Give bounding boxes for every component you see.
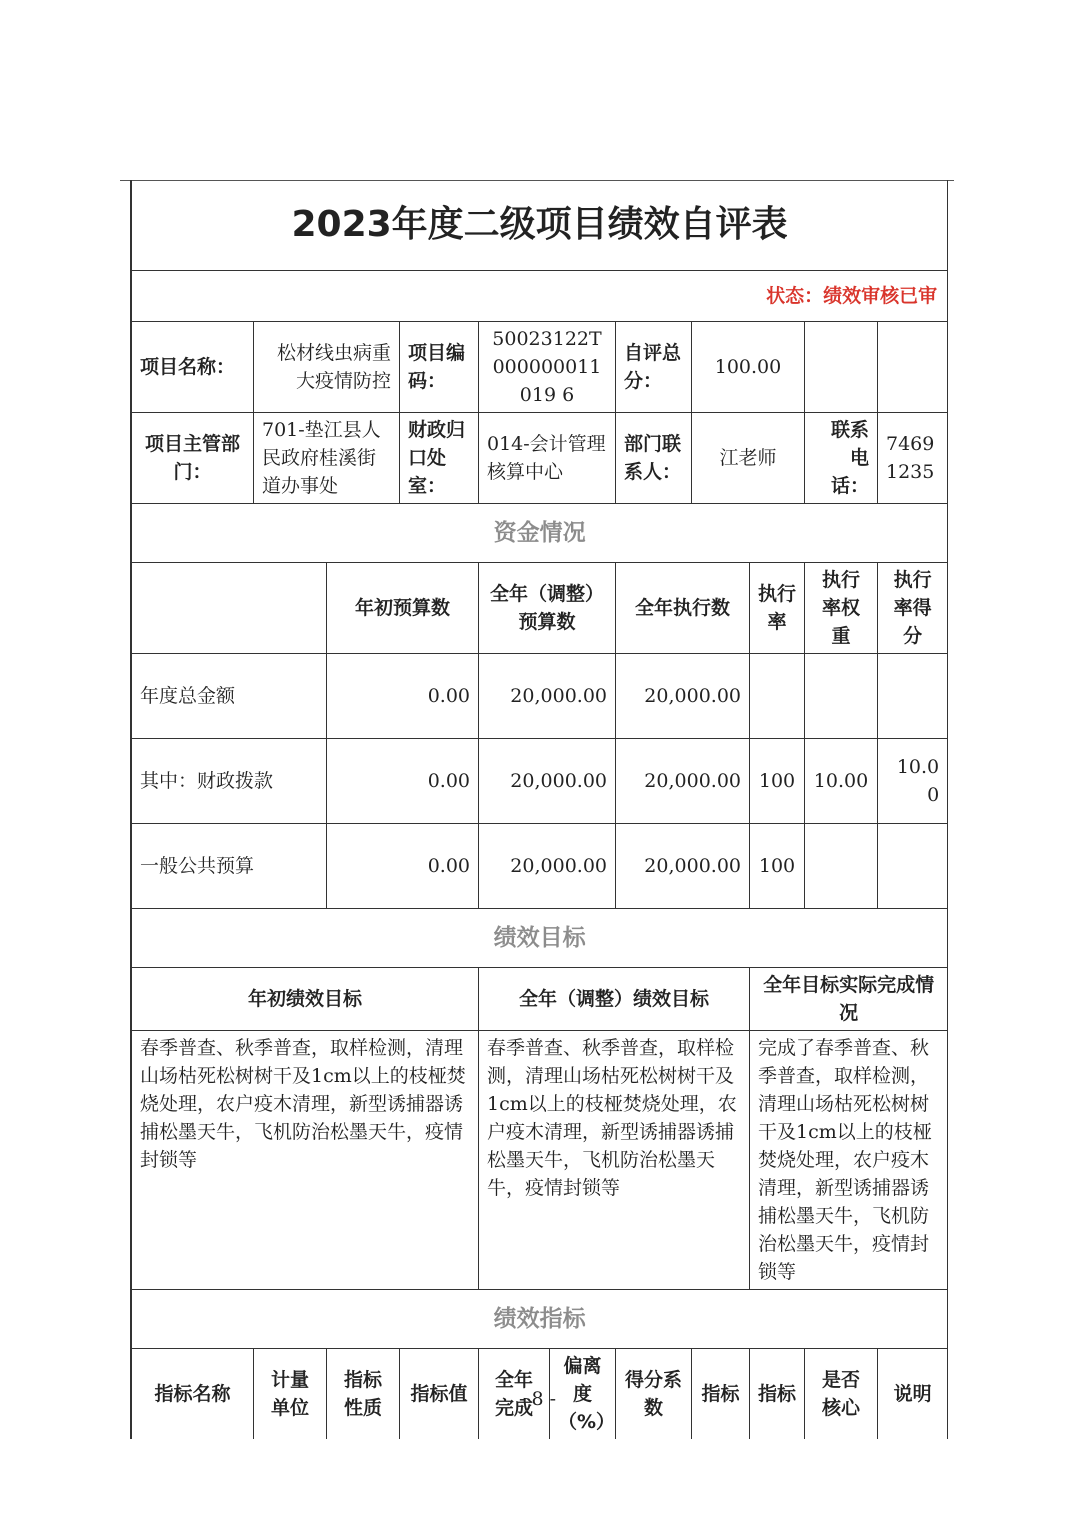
funds-row-weight: 10.00 — [805, 739, 878, 824]
funds-header-initial: 年初预算数 — [327, 563, 479, 654]
goals-initial-text: 春季普查、秋季普查，取样检测，清理山场枯死松树树干及1cm以上的枝桠焚烧处理，农户疫木清理，新型诱捕器诱捕松墨天牛，飞机防治松墨天牛，疫情封锁等 — [132, 1031, 479, 1290]
page-title: 2023年度二级项目绩效自评表 — [132, 180, 948, 271]
goals-adjusted-text: 春季普查、秋季普查，取样检测，清理山场枯死松树树干及1cm以上的枝桠焚烧处理，农户疫木清理，新型诱捕器诱捕松墨天牛，飞机防治松墨天牛，疫情封锁等 — [479, 1031, 750, 1290]
finance-office-value: 014-会计管理核算中心 — [479, 413, 616, 504]
phone-value: 74691235 — [878, 413, 948, 504]
indicator-header-col8: 指标 — [692, 1349, 750, 1440]
indicator-header-completed: 全年完成 — [479, 1349, 550, 1440]
funds-row-adjusted: 20,000.00 — [479, 824, 616, 909]
phone-label: 联系电话： — [805, 413, 878, 504]
funds-row-rate — [750, 654, 805, 739]
evaluation-form — [130, 180, 948, 1439]
empty-cell — [878, 322, 948, 413]
funds-row-executed: 20,000.00 — [616, 739, 750, 824]
funds-row-executed: 20,000.00 — [616, 654, 750, 739]
goals-section-title: 绩效目标 — [132, 909, 948, 968]
funds-row-rate: 100 — [750, 824, 805, 909]
indicator-header-core: 是否核心 — [805, 1349, 878, 1440]
funds-row-score: 10.00 — [878, 739, 948, 824]
indicator-header-name: 指标名称 — [132, 1349, 254, 1440]
goals-header-actual: 全年目标实际完成情况 — [750, 968, 948, 1031]
funds-header-blank — [132, 563, 327, 654]
funds-row-adjusted: 20,000.00 — [479, 739, 616, 824]
funds-row-label: 其中：财政拨款 — [132, 739, 327, 824]
self-score-value: 100.00 — [692, 322, 805, 413]
contact-value: 江老师 — [692, 413, 805, 504]
funds-section-title: 资金情况 — [132, 504, 948, 563]
funds-row-weight — [805, 654, 878, 739]
indicators-section-title: 绩效指标 — [132, 1290, 948, 1349]
indicator-header-unit: 计量单位 — [254, 1349, 327, 1440]
page-number: - 8 - — [518, 1388, 556, 1410]
indicator-header-nature: 指标性质 — [327, 1349, 400, 1440]
funds-row-initial: 0.00 — [327, 739, 479, 824]
funds-row-initial: 0.00 — [327, 654, 479, 739]
funds-row-initial: 0.00 — [327, 824, 479, 909]
indicator-header-value: 指标值 — [400, 1349, 479, 1440]
funds-row-executed: 20,000.00 — [616, 824, 750, 909]
indicator-header-deviation: 偏离度（%） — [550, 1349, 616, 1440]
indicator-header-note: 说明 — [878, 1349, 948, 1440]
funds-header-weight: 执行率权重 — [805, 563, 878, 654]
funds-row-label: 一般公共预算 — [132, 824, 327, 909]
status-badge: 状态：绩效审核已审 — [132, 271, 948, 322]
funds-row-label: 年度总金额 — [132, 654, 327, 739]
funds-row-rate: 100 — [750, 739, 805, 824]
funds-row-score — [878, 824, 948, 909]
project-code-label: 项目编码： — [400, 322, 479, 413]
funds-row-score — [878, 654, 948, 739]
indicator-header-coefficient: 得分系数 — [616, 1349, 692, 1440]
funds-row — [132, 654, 948, 739]
goals-header-initial: 年初绩效目标 — [132, 968, 479, 1031]
goals-header-adjusted: 全年（调整）绩效目标 — [479, 968, 750, 1031]
funds-header-adjusted: 全年（调整）预算数 — [479, 563, 616, 654]
empty-cell — [805, 322, 878, 413]
dept-label: 项目主管部门： — [132, 413, 254, 504]
funds-row-weight — [805, 824, 878, 909]
contact-label: 部门联系人： — [616, 413, 692, 504]
indicator-header-col9: 指标 — [750, 1349, 805, 1440]
goals-actual-text: 完成了春季普查、秋季普查，取样检测，清理山场枯死松树树干及1cm以上的枝桠焚烧处理，农户疫木清理，新型诱捕器诱捕松墨天牛，飞机防治松墨天牛，疫情封锁等 — [750, 1031, 948, 1290]
project-name-value: 松材线虫病重大疫情防控 — [254, 322, 400, 413]
self-score-label: 自评总分： — [616, 322, 692, 413]
funds-row-adjusted: 20,000.00 — [479, 654, 616, 739]
dept-value: 701-垫江县人民政府桂溪街道办事处 — [254, 413, 400, 504]
form-table — [131, 180, 948, 1439]
funds-row — [132, 739, 948, 824]
funds-header-score: 执行率得分 — [878, 563, 948, 654]
finance-office-label: 财政归口处室： — [400, 413, 479, 504]
funds-header-executed: 全年执行数 — [616, 563, 750, 654]
funds-header-rate: 执行率 — [750, 563, 805, 654]
project-code-value: 50023122T000000011019 6 — [479, 322, 616, 413]
funds-row — [132, 824, 948, 909]
project-name-label: 项目名称： — [132, 322, 254, 413]
